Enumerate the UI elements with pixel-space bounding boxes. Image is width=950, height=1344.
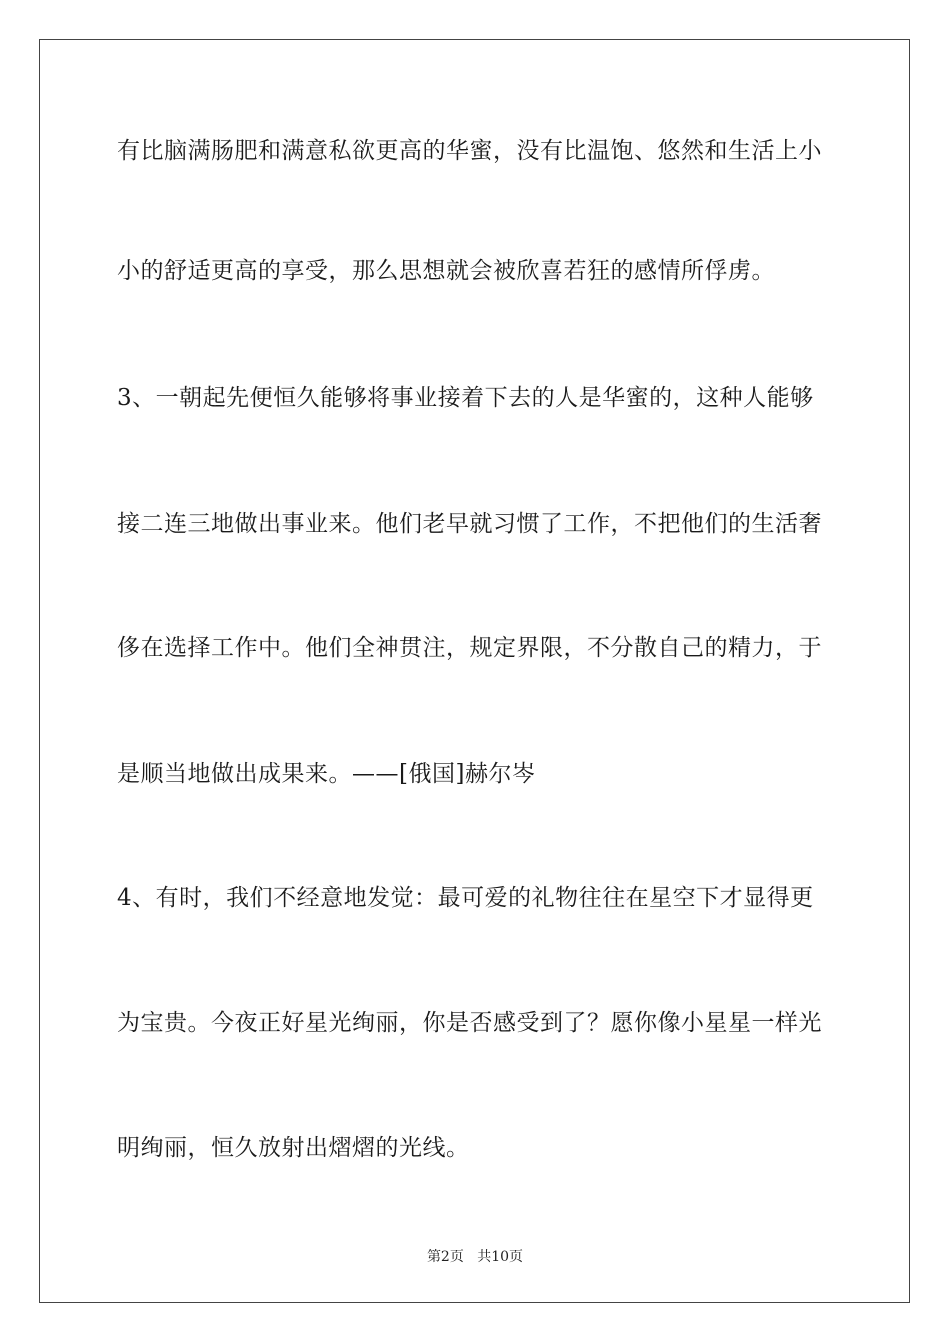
body-text-line: 侈在选择工作中。他们全神贯注，规定界限，不分散自己的精力，于 (117, 635, 822, 661)
body-text-line: 4、有时，我们不经意地发觉：最可爱的礼物往往在星空下才显得更 (117, 885, 814, 911)
body-text-line: 接二连三地做出事业来。他们老早就习惯了工作，不把他们的生活奢 (117, 511, 822, 537)
body-text-line: 是顺当地做出成果来。——[俄国]赫尔岑 (117, 761, 536, 787)
body-text-line: 有比脑满肠肥和满意私欲更高的华蜜，没有比温饱、悠然和生活上小 (117, 138, 822, 164)
body-text-line: 为宝贵。今夜正好星光绚丽，你是否感受到了？愿你像小星星一样光 (117, 1010, 822, 1036)
body-text-line: 3、一朝起先便恒久能够将事业接着下去的人是华蜜的，这种人能够 (117, 385, 814, 411)
page-border (39, 39, 910, 1303)
body-text-line: 小的舒适更高的享受，那么思想就会被欣喜若狂的感情所俘虏。 (117, 258, 775, 284)
page-total: 共10页 (477, 1249, 524, 1265)
page-number: 第2页 (426, 1249, 464, 1265)
page-footer (0, 1248, 950, 1266)
body-text-line: 明绚丽，恒久放射出熠熠的光线。 (117, 1135, 470, 1161)
